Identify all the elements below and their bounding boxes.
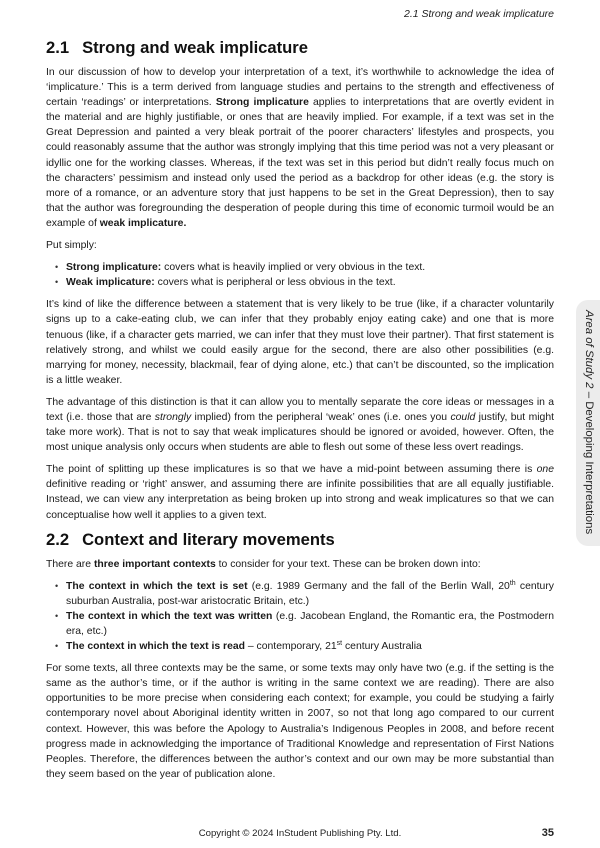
section-number: 2.1 xyxy=(46,38,70,57)
section-heading-2-1 xyxy=(46,38,554,58)
superscript: th xyxy=(509,579,516,587)
page-number: 35 xyxy=(541,827,554,839)
copyright-notice: Copyright © 2024 InStudent Publishing Pty. Ltd. xyxy=(198,828,402,839)
text-run: covers what is peripheral or less obvious in the text. xyxy=(154,277,396,289)
main-content xyxy=(46,38,554,789)
italic-term: could xyxy=(450,411,476,423)
paragraph xyxy=(46,65,554,231)
text-run: justify, but might take more work). That is not to say that weak implicatures should be ignored or avoided, however. Often, the most unique analysis only occurs when students are able to flesh out some of these less overt readings. xyxy=(46,411,554,454)
list-item xyxy=(66,639,554,654)
text-run: century suburban Australia, post-war aristocratic Britain, etc.) xyxy=(66,580,554,607)
implicature-list xyxy=(46,260,554,290)
section-title: Context and literary movements xyxy=(82,529,335,549)
bold-term: The context in which the text is set xyxy=(66,580,248,592)
list-item xyxy=(66,275,554,290)
text-run: – contemporary, 21 xyxy=(245,641,337,653)
text-run: century Australia xyxy=(342,641,422,653)
paragraph xyxy=(46,557,554,572)
text-run: applies to interpretations that are overtly evident in the material and are highly justifiable, or ones that are heavily implied. For example, if a text was set in the Great Depression and painted a very bleak portrait of the poorer characters’ lifestyles and prospects, you could reasonably assume that the author was strongly implying that this time period was not a very pleasant or idyllic one for the working classes. Whereas, if the text was set in this period but didn’t really focus much on the characters’ pessimism and instead only used the period as a backdrop for other ideas (e.g. the story is more of a romance, or an adventure story that just happens to be set in the Great Depression), then to say that the author was foregrounding the desperation of people during this time of economic turmoil would be an example of xyxy=(46,97,555,229)
italic-term: strongly xyxy=(154,411,192,423)
bold-term: three important contexts xyxy=(93,558,216,570)
paragraph: It’s kind of like the difference between a statement that is very likely to be true (like, if a character voluntarily signs up to a cake-eating club, we can infer that they probably enjoy eating cake) and one that is more tenuous (like, if a character gets married, we can infer that they must love their partner). That first statement is relatively strong, and whilst we could easily argue for the second, there are also other possibilities (e.g. marrying for money, necessity, blackmail, fear of dying alone, etc.) that can’t be discounted, so the implication is a little weaker. xyxy=(46,299,554,386)
paragraph: For some texts, all three contexts may be the same, or some texts may only have two (e.g. if the setting is the same as the author’s time, or if the author is writing in the same context we are reading). There are also opportunities to be more precise when considering each context; for example, you could be studying a fairly contemporary novel about Aboriginal identity written in 2007, so not that long ago compared to our current context. However, this was before the Apology to Australia’s Indigenous Peoples in 2008, and before recent progress made in acknowledging the importance of Traditional Knowledge and representation of First Nations Peoples. Therefore, the differences between the author’s context and our own may be more substantial than they seem based on the year of publication alone. xyxy=(46,663,554,780)
text-run: definitive reading or ‘right’ answer, and assuming there are infinite possibilities that are all equally justifiable. Instead, we can view any interpretation as being broken up into strong and weak implicatures so that we can conceptualise how well it applies to a given text. xyxy=(46,479,554,521)
text-run: covers what is heavily implied or very obvious in the text. xyxy=(161,262,426,274)
section-heading-2-2 xyxy=(46,530,554,550)
text-run: implied) from the peripheral ‘weak’ ones (i.e. ones you xyxy=(191,411,451,423)
paragraph: Put simply: xyxy=(46,240,97,252)
side-tab-title: – Developing Interpretations xyxy=(583,388,595,535)
contexts-list xyxy=(46,579,554,654)
text-run: There are xyxy=(46,558,94,570)
bold-term: The context in which the text was written xyxy=(66,610,273,622)
superscript: st xyxy=(336,640,343,648)
list-item xyxy=(66,609,554,639)
text-run: (e.g. 1989 Germany and the fall of the Berlin Wall, 20 xyxy=(247,580,510,592)
bold-term: Weak implicature: xyxy=(66,277,155,289)
text-run: The point of splitting up these implicatures is so that we have a mid-point between assuming there is xyxy=(46,464,537,476)
text-run: to consider for your text. These can be broken down into: xyxy=(215,558,481,570)
section-title: Strong and weak implicature xyxy=(82,38,308,57)
list-item xyxy=(66,579,554,609)
bold-term: weak implicature. xyxy=(99,217,187,229)
paragraph xyxy=(46,395,554,455)
text-run: (e.g. Jacobean England, the Romantic era, the Postmodern era, etc.) xyxy=(66,610,554,637)
paragraph xyxy=(46,462,554,522)
bold-term: Strong implicature xyxy=(215,97,309,109)
italic-term: one xyxy=(536,464,554,476)
section-number: 2.2 xyxy=(46,529,70,549)
side-tab-area: Area of Study 2 xyxy=(583,310,595,389)
text-run: The advantage of this distinction is that it can allow you to mentally separate the core ideas or messages in a text (i.e. those that are xyxy=(46,396,554,423)
list-item xyxy=(66,260,554,275)
bold-term: Strong implicature: xyxy=(66,262,162,274)
text-run: In our discussion of how to develop your interpretation of a text, it’s worthwhile to acknowledge the idea of ‘implicature.’ This is a term derived from language studies and pertains to the strength and effectiveness of certain ‘readings’ or interpretations. xyxy=(46,67,554,109)
bold-term: The context in which the text is read xyxy=(66,641,245,653)
running-head: 2.1 Strong and weak implicature xyxy=(404,8,554,20)
side-tab-label xyxy=(583,310,595,534)
